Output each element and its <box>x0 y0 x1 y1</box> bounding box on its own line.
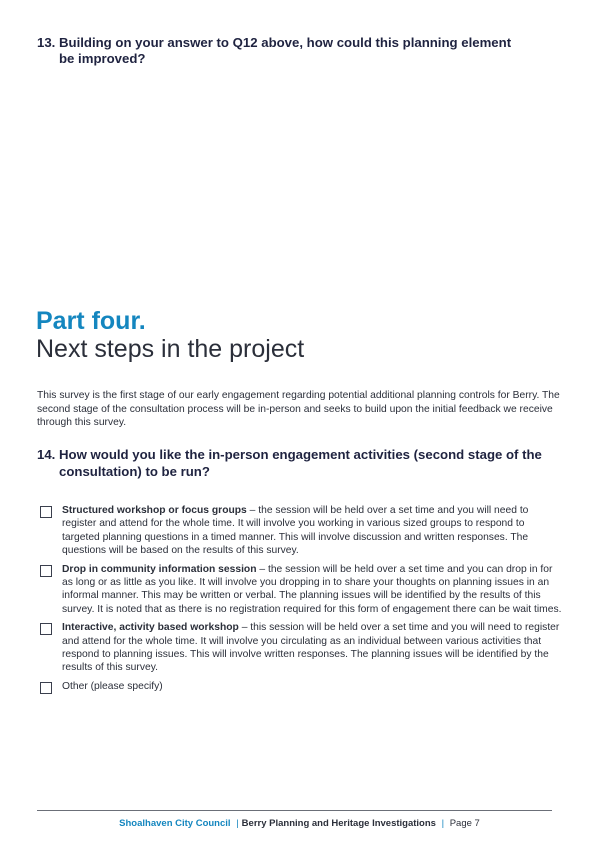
option-description: – the session will be held over a set time and you will need to register and attend for the whole time. It will involve you working in various sized groups to respond to targeted planning questions in a timed manner. This will involve discussion and written responses. The questions will be based on the results of this survey. <box>62 505 529 557</box>
question-13 <box>37 35 557 67</box>
question-number: 14. <box>37 447 56 462</box>
question-14-line2: consultation) to be run? <box>59 464 210 479</box>
page-number: Page 7 <box>449 818 480 829</box>
option-name: Drop in community information session <box>62 563 257 575</box>
section-intro: This survey is the first stage of our early engagement regarding potential additional planning controls for Berry. The second stage of the consultation process will be in-person and seeks to build upon the initial feedback we receive through this survey. <box>37 390 560 428</box>
option-name: Structured workshop or focus groups <box>62 505 247 516</box>
checkbox[interactable] <box>40 565 52 577</box>
option-interactive-workshop <box>40 621 562 675</box>
footer-project: Berry Planning and Heritage Investigations <box>241 818 436 829</box>
question-number: 13. <box>37 35 56 50</box>
option-name: Interactive, activity based workshop <box>62 622 239 634</box>
question-14-line1 <box>37 446 567 463</box>
option-description: – this session will be held over a set time and you will need to register and attend for the whole time. It will involve you circulating as an individual between various activities that respond to planning issues. This will involve written responses. The planning issues will be identified by the results of this survey. <box>62 622 560 674</box>
checkbox[interactable] <box>40 682 52 694</box>
option-other <box>40 680 562 693</box>
question-text: Building on your answer to Q12 above, how could this planning element <box>59 35 512 50</box>
footer-divider <box>37 810 552 811</box>
option-drop-in-session <box>40 563 562 617</box>
option-description: – the session will be held over a set time and you can drop in for as long or as little as you like. It will involve you dropping in to share your thoughts on planning issues in an informal manner. This may be written or verbal. The planning issues will be identified by the results of this survey. It is noted that as there is no registration required for this form of engagement there can be wait times. <box>62 563 562 615</box>
question-13-line1 <box>37 35 557 51</box>
option-description: Other (please specify) <box>62 680 163 692</box>
question-text: How would you like the in-person engagement activities (second stage of the <box>59 447 542 462</box>
footer <box>0 818 599 829</box>
question-14 <box>37 446 567 480</box>
option-structured-workshop <box>40 504 562 558</box>
footer-separator: | <box>236 818 239 829</box>
question-13-line2: be improved? <box>59 51 146 66</box>
checkbox[interactable] <box>40 506 52 518</box>
footer-organization: Shoalhaven City Council <box>119 818 231 829</box>
section-title: Part four. <box>36 307 146 335</box>
question-14-options <box>40 504 562 698</box>
section-subtitle: Next steps in the project <box>36 335 305 363</box>
footer-separator: | <box>441 818 445 829</box>
checkbox[interactable] <box>40 623 52 635</box>
